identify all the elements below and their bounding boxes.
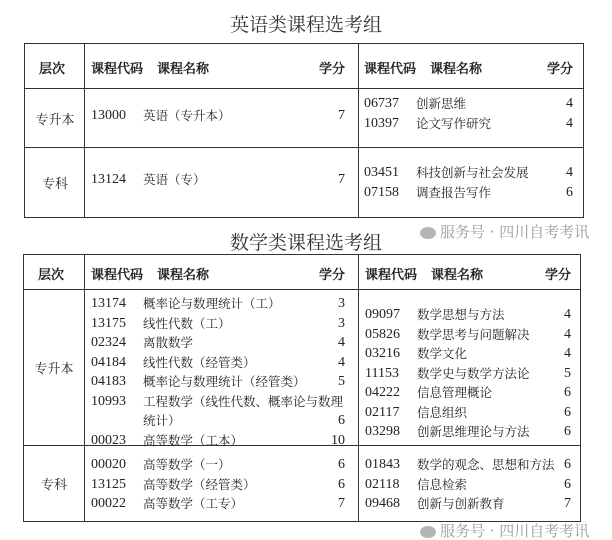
course-row bbox=[91, 106, 351, 126]
course-credit: 3 bbox=[338, 315, 345, 331]
course-row bbox=[365, 422, 577, 442]
course-code: 13175 bbox=[91, 315, 126, 331]
course-credit: 6 bbox=[564, 424, 571, 439]
course-name: 高等数学（一） bbox=[143, 457, 231, 472]
course-name: 数学的观念、思想和方法 bbox=[417, 457, 555, 472]
course-row bbox=[91, 475, 351, 495]
table-title-english: 英语类课程选考组 bbox=[229, 14, 382, 36]
course-credit: 7 bbox=[564, 496, 571, 511]
course-row bbox=[365, 344, 577, 364]
course-row bbox=[91, 372, 351, 392]
course-credit: 4 bbox=[338, 354, 345, 370]
right-course-list bbox=[365, 455, 577, 514]
course-credit: 4 bbox=[564, 326, 571, 342]
course-name: 统计） bbox=[143, 413, 181, 428]
left-course-list bbox=[91, 170, 351, 190]
course-row bbox=[364, 114, 579, 134]
course-row bbox=[365, 364, 577, 384]
header-name-right: 课程名称 bbox=[430, 62, 483, 77]
course-credit: 4 bbox=[338, 335, 345, 350]
course-name: 英语（专升本） bbox=[143, 108, 231, 123]
course-row bbox=[365, 494, 577, 514]
course-credit: 3 bbox=[338, 296, 345, 311]
level-cell: 专升本 bbox=[35, 112, 75, 128]
course-code: 01843 bbox=[365, 457, 400, 472]
header-name-right: 课程名称 bbox=[431, 268, 484, 283]
course-name: 线性代数（经管类） bbox=[143, 354, 256, 370]
header-code-right: 课程代码 bbox=[365, 268, 418, 283]
left-course-list bbox=[91, 294, 351, 450]
level-cell: 专升本 bbox=[34, 362, 74, 377]
course-row bbox=[91, 294, 351, 314]
course-code: 07158 bbox=[364, 184, 399, 200]
course-credit: 5 bbox=[338, 374, 345, 389]
course-row bbox=[364, 183, 579, 203]
left-course-list bbox=[91, 106, 351, 126]
course-credit: 7 bbox=[338, 172, 345, 187]
course-code: 13174 bbox=[91, 296, 126, 311]
wechat-icon bbox=[420, 526, 436, 538]
left-course-list bbox=[91, 455, 351, 514]
course-code: 03298 bbox=[365, 424, 400, 439]
course-credit: 6 bbox=[566, 184, 573, 200]
course-name: 离散数学 bbox=[143, 335, 194, 350]
course-name: 数学史与数学方法论 bbox=[417, 365, 530, 381]
course-code: 00020 bbox=[91, 457, 126, 472]
course-name: 概率论与数理统计（经管类） bbox=[143, 374, 306, 389]
course-row bbox=[91, 314, 351, 334]
level-cell: 专科 bbox=[41, 177, 68, 192]
course-code: 13125 bbox=[91, 476, 126, 492]
course-row bbox=[365, 475, 577, 495]
course-credit: 4 bbox=[566, 115, 573, 131]
course-name: 创新思维 bbox=[416, 96, 467, 111]
right-course-list bbox=[364, 94, 579, 133]
course-code: 04222 bbox=[365, 385, 400, 400]
course-row bbox=[91, 392, 351, 412]
course-credit: 7 bbox=[338, 496, 345, 511]
course-code: 00023 bbox=[91, 432, 126, 448]
course-credit: 6 bbox=[338, 476, 345, 492]
course-row bbox=[365, 455, 577, 475]
course-code: 13000 bbox=[91, 108, 126, 123]
header-name-left: 课程名称 bbox=[157, 62, 210, 77]
course-name: 创新与创新教育 bbox=[417, 496, 505, 511]
course-code: 09097 bbox=[365, 307, 400, 322]
header-credit-left: 学分 bbox=[319, 268, 346, 283]
english-course-table bbox=[24, 43, 584, 218]
course-code: 06737 bbox=[364, 96, 399, 111]
course-code: 13124 bbox=[91, 172, 126, 187]
course-name: 调查报告写作 bbox=[416, 184, 492, 200]
course-row bbox=[365, 305, 577, 325]
course-credit: 10 bbox=[331, 432, 345, 448]
course-credit: 6 bbox=[338, 457, 345, 472]
course-name: 高等数学（工专） bbox=[143, 496, 244, 511]
course-credit: 6 bbox=[564, 385, 571, 400]
course-credit: 6 bbox=[564, 404, 571, 420]
course-name: 创新思维理论与方法 bbox=[417, 424, 530, 439]
course-credit: 4 bbox=[564, 307, 571, 322]
course-row bbox=[365, 403, 577, 423]
course-name: 信息检索 bbox=[417, 476, 468, 492]
course-code: 05826 bbox=[365, 326, 400, 342]
header-level: 层次 bbox=[38, 268, 65, 283]
course-code: 02324 bbox=[91, 335, 126, 350]
course-code: 00022 bbox=[91, 496, 126, 511]
course-code: 02118 bbox=[365, 476, 400, 492]
course-name: 信息组织 bbox=[417, 404, 468, 420]
course-credit: 4 bbox=[566, 96, 573, 111]
course-credit: 4 bbox=[566, 165, 573, 180]
course-name: 英语（专） bbox=[143, 172, 206, 187]
course-code: 02117 bbox=[365, 404, 400, 420]
course-code: 10397 bbox=[364, 115, 399, 131]
right-course-list bbox=[364, 163, 579, 202]
course-row bbox=[364, 94, 579, 114]
course-row bbox=[91, 353, 351, 373]
level-cell: 专科 bbox=[40, 478, 67, 493]
header-credit-left: 学分 bbox=[319, 62, 346, 77]
course-name: 工程数学（线性代数、概率论与数理 bbox=[143, 393, 344, 409]
course-row bbox=[91, 333, 351, 353]
course-code: 04184 bbox=[91, 354, 126, 370]
course-row bbox=[365, 325, 577, 345]
course-credit: 5 bbox=[564, 365, 571, 381]
course-row bbox=[91, 431, 351, 451]
course-name: 信息管理概论 bbox=[417, 385, 493, 400]
course-code: 09468 bbox=[365, 496, 400, 511]
course-name: 高等数学（经管类） bbox=[143, 476, 256, 492]
right-course-list bbox=[365, 305, 577, 442]
watermark: 服务号 · 四川自考考讯 bbox=[420, 523, 589, 540]
course-name: 线性代数（工） bbox=[143, 315, 231, 331]
header-name-left: 课程名称 bbox=[157, 268, 210, 283]
course-credit: 6 bbox=[564, 476, 571, 492]
math-course-table bbox=[23, 254, 581, 522]
header-credit-right: 学分 bbox=[547, 62, 574, 77]
course-code: 11153 bbox=[365, 365, 399, 381]
course-name: 科技创新与社会发展 bbox=[416, 165, 529, 180]
course-row bbox=[91, 170, 351, 190]
wechat-icon bbox=[420, 227, 436, 239]
course-name: 数学思想与方法 bbox=[417, 307, 505, 322]
header-level: 层次 bbox=[39, 62, 66, 77]
course-credit: 4 bbox=[564, 346, 571, 361]
course-name: 概率论与数理统计（工） bbox=[143, 296, 281, 311]
header-code-left: 课程代码 bbox=[91, 62, 144, 77]
header-credit-right: 学分 bbox=[545, 268, 572, 283]
course-name: 论文写作研究 bbox=[416, 115, 492, 131]
course-name: 数学文化 bbox=[417, 346, 468, 361]
course-credit: 6 bbox=[338, 413, 345, 428]
header-code-left: 课程代码 bbox=[91, 268, 144, 283]
course-code: 03451 bbox=[364, 165, 399, 180]
course-row bbox=[364, 163, 579, 183]
course-name: 数学思考与问题解决 bbox=[417, 326, 530, 342]
course-name: 高等数学（工本） bbox=[143, 432, 244, 448]
course-code: 03216 bbox=[365, 346, 400, 361]
course-row bbox=[91, 494, 351, 514]
course-row bbox=[365, 383, 577, 403]
course-credit: 6 bbox=[564, 457, 571, 472]
course-code: 04183 bbox=[91, 374, 126, 389]
table-title-math: 数学类课程选考组 bbox=[229, 232, 382, 254]
course-row bbox=[91, 455, 351, 475]
course-credit: 7 bbox=[338, 108, 345, 123]
course-row bbox=[91, 411, 351, 431]
watermark: 服务号 · 四川自考考讯 bbox=[420, 224, 589, 241]
course-code: 10993 bbox=[91, 393, 126, 409]
header-code-right: 课程代码 bbox=[364, 62, 417, 77]
